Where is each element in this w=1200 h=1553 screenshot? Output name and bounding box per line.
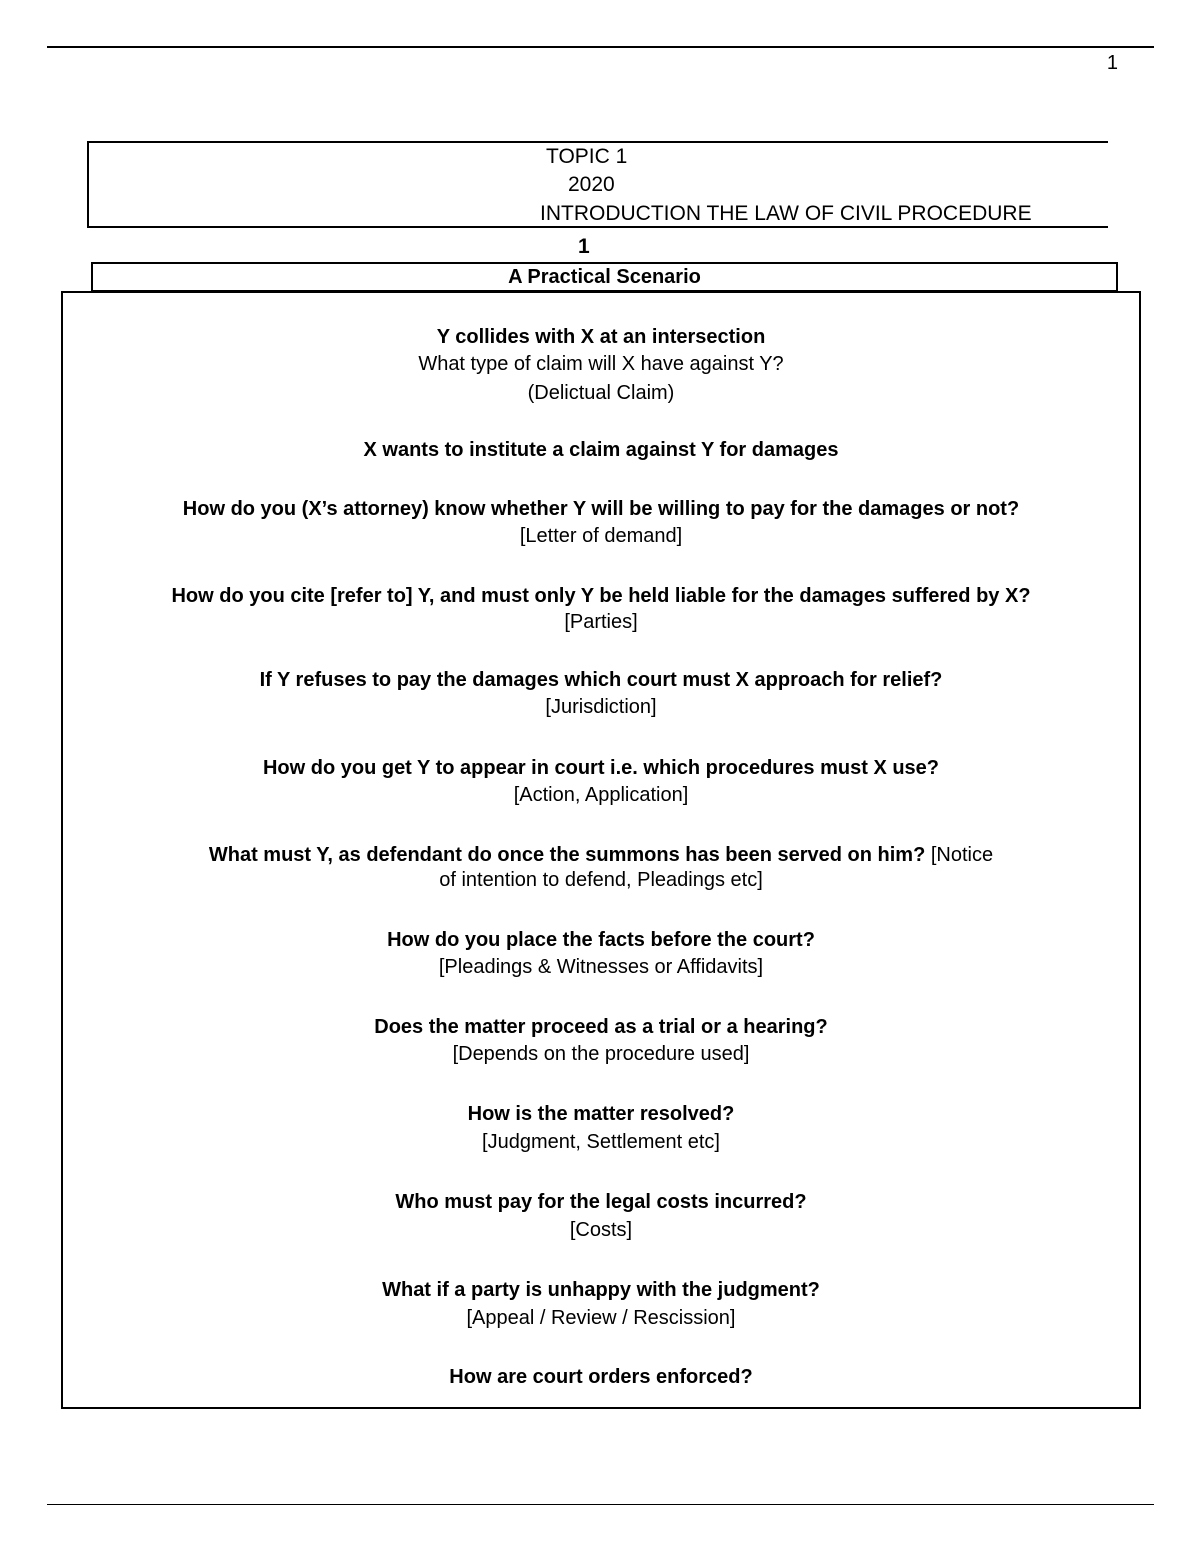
answer: [Action, Application] [513, 784, 689, 806]
footer-rule [47, 1504, 1154, 1505]
answer: [Judgment, Settlement etc] [482, 1131, 720, 1153]
question: How do you place the facts before the court? [387, 929, 815, 951]
header-rule [47, 46, 1154, 48]
question: X wants to institute a claim against Y for damages [363, 439, 839, 461]
answer: [Notice [930, 844, 994, 866]
scenario-item [61, 439, 1141, 462]
question: How do you cite [refer to] Y, and must only Y be held liable for the damages suffered by X? [171, 585, 1031, 607]
scenario-item [61, 1103, 1141, 1154]
year-label: 2020 [568, 173, 615, 196]
topic-label: TOPIC 1 [546, 145, 628, 168]
answer: [Parties] [564, 611, 638, 633]
page-number: 1 [1106, 52, 1118, 74]
scenario-item [61, 1366, 1141, 1389]
answer: of intention to defend, Pleadings etc] [439, 869, 763, 891]
question: How are court orders enforced? [449, 1366, 753, 1388]
question: How is the matter resolved? [467, 1103, 735, 1125]
answer: (Delictual Claim) [527, 382, 675, 404]
scenario-item [61, 1191, 1141, 1242]
answer: What type of claim will X have against Y? [418, 353, 784, 375]
scenario-item [61, 1016, 1141, 1066]
scenario-item [61, 498, 1141, 548]
scenario-item [61, 669, 1141, 719]
scenario-item [61, 1279, 1141, 1330]
question: Does the matter proceed as a trial or a hearing? [374, 1016, 828, 1038]
section-number: 1 [578, 235, 590, 258]
question: How do you (X’s attorney) know whether Y will be willing to pay for the damages or not? [182, 498, 1020, 520]
answer: [Jurisdiction] [545, 696, 657, 718]
scenario-item [61, 757, 1141, 807]
scenario-heading: A Practical Scenario [91, 262, 1118, 292]
answer: [Depends on the procedure used] [452, 1043, 750, 1065]
question: How do you get Y to appear in court i.e. which procedures must X use? [262, 757, 940, 779]
scenario-item [61, 585, 1141, 634]
question: Who must pay for the legal costs incurred? [395, 1191, 807, 1213]
question: What must Y, as defendant do once the summons has been served on him? [208, 844, 926, 866]
answer: [Appeal / Review / Rescission] [466, 1307, 736, 1329]
scenario-item [61, 326, 1141, 405]
question: Y collides with X at an intersection [436, 326, 766, 348]
answer: [Letter of demand] [519, 525, 683, 547]
scenario-item [61, 929, 1141, 979]
answer: [Costs] [569, 1219, 633, 1241]
scenario-item [61, 844, 1141, 892]
answer: [Pleadings & Witnesses or Affidavits] [438, 956, 764, 978]
question: If Y refuses to pay the damages which court must X approach for relief? [259, 669, 943, 691]
page-title: INTRODUCTION THE LAW OF CIVIL PROCEDURE [540, 202, 1032, 225]
question: What if a party is unhappy with the judgment? [382, 1279, 820, 1301]
